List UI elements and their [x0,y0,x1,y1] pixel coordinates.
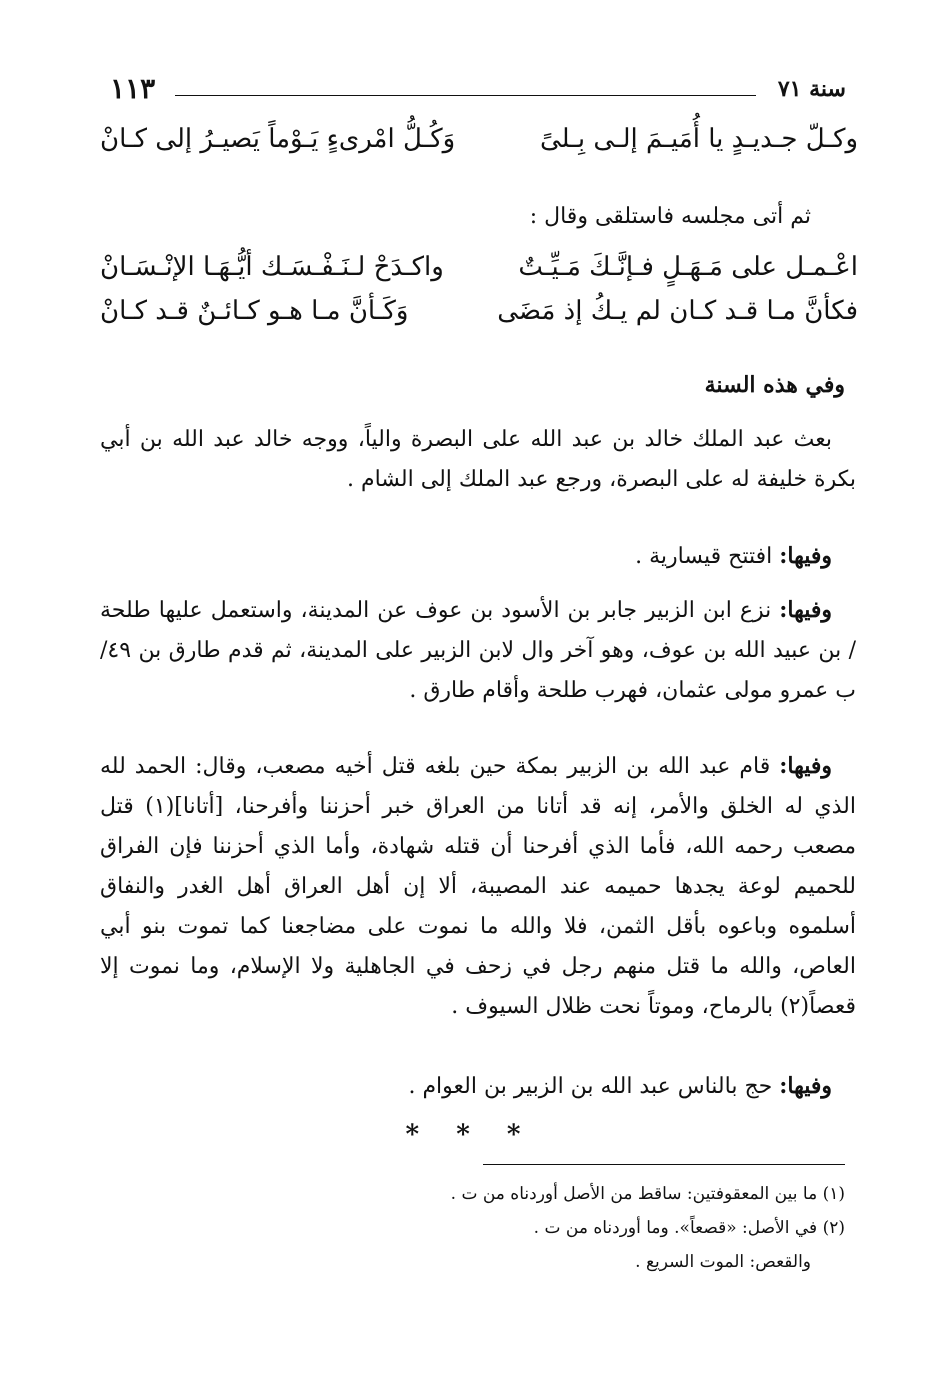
footnote: (٢) في الأصل: «قصعاً». وما أوردناه من ت . [533,1218,845,1238]
page-number: ١١٣ [110,72,156,105]
footnote: (١) ما بين المعقوفتين: ساقط من الأصل أوردناه من ت . [450,1184,845,1204]
paragraph [100,420,856,500]
item-keyword: وفيها: [779,543,832,569]
verse-line [100,296,858,340]
item-text: نزع ابن الزبير جابر بن الأسود بن عوف عن المدينة، واستعمل عليها طلحة / بن عبيد الله بن عوف، وهو آخر وال لابن الزبير على المدينة، ثم قدم طارق بن ٤٩/ب عمرو مولى عثمان، فهرب طلحة وأقام طارق . [100,598,856,703]
verse-line [100,252,858,296]
verse-hemistich-first: وكـلّ جـديـدٍ يا أُمَيـمَ إلـى بِـلىً [539,124,858,154]
intro-line: ثم أتى مجلسه فاستلقى وقال : [529,204,811,229]
year-event-item [100,590,856,711]
header-rule [175,95,756,96]
item-keyword: وفيها: [779,597,832,623]
running-header [110,72,846,116]
verse-hemistich-first: اعْـمـل على مَـهَـلٍ فـإنَّـكَ مَـيِّـتٌ [518,252,858,282]
footnote-rule [483,1164,845,1165]
item-text: افتتح قيسارية . [635,544,780,569]
section-heading: وفي هذه السنة [704,372,845,398]
header-year: سنة ٧١ [777,76,846,102]
paragraph-text: بعث عبد الملك خالد بن عبد الله على البصرة والياً، ووجه خالد عبد الله بن أبي بكرة خليفة له على البصرة، ورجع عبد الملك إلى الشام . [100,427,856,492]
year-event-item [100,536,856,577]
verse-hemistich-second: وَكَـأنَّ مـا هـو كـائـنٌ قـد كـانْ [100,296,409,326]
verse-hemistich-second: وَكُـلُّ امْرىءٍ يَـوْماً يَصيـرُ إلى كـانْ [100,124,456,154]
footnote: والقعص: الموت السريع . [635,1252,811,1272]
item-keyword: وفيها: [779,1073,832,1099]
item-keyword: وفيها: [779,753,832,779]
section-separator: * * * [405,1120,535,1150]
item-text: حج بالناس عبد الله بن الزبير بن العوام . [408,1074,780,1099]
year-event-item [100,746,856,1027]
verse-line [100,124,858,168]
item-text: قام عبد الله بن الزبير بمكة حين بلغه قتل أخيه مصعب، وقال: الحمد لله الذي له الخلق والأمر، إنه قد أتانا من العراق خبر أحزننا وأفرحنا، [أتانا](١) قتل مصعب رحمه الله، فأما الذي أفرحنا أن قتله شهادة، وأما الذي أحزننا فإن الفراق للحميم لوعة يجدها حميمه عند المصيبة، ألا إن أهل العراق أهل الغدر والنفاق أسلموه وباعوه بأقل الثمن، فلا والله ما نموت على مضاجعنا كما تموت بنو أبي العاص، والله ما قتل منهم رجل في زحف في الجاهلية ولا الإسلام، وما نموت إلا قعصاً(٢) بالرماح، وموتاً نحت ظلال السيوف . [100,754,856,1019]
verse-hemistich-second: واكـدَحْ لـنَـفْـسَـك أيُّـهَـا الإنْـسَـانْ [100,252,444,282]
verse-hemistich-first: فكأنَّ مـا قـد كـان لم يـكُ إذ مَضَى [497,296,858,326]
year-event-item [100,1066,856,1107]
